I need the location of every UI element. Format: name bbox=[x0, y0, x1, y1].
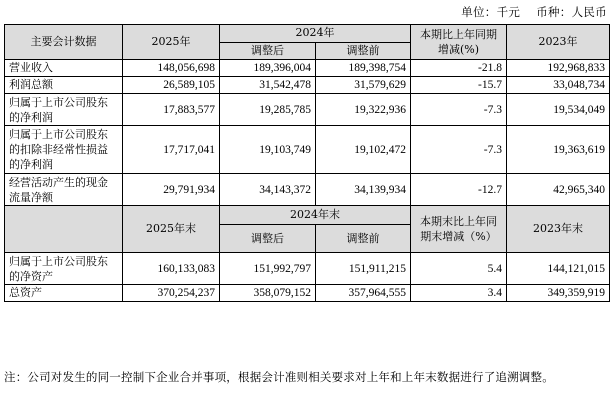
row-label: 利润总额 bbox=[5, 77, 123, 94]
header-item: 主要会计数据 bbox=[5, 25, 123, 60]
row-label: 归属于上市公司股东的净资产 bbox=[5, 253, 123, 285]
table-row bbox=[5, 77, 610, 94]
header-2023-end: 2023年末 bbox=[507, 206, 610, 253]
cell-before-adjust: 19,102,472 bbox=[316, 126, 411, 174]
currency-label: 币种：人民币 bbox=[536, 5, 607, 19]
cell-before-adjust: 151,911,215 bbox=[316, 253, 411, 285]
table-row bbox=[5, 126, 610, 174]
row-label: 营业收入 bbox=[5, 60, 123, 77]
cell-2025: 370,254,237 bbox=[123, 285, 220, 302]
header-change-end: 本期末比上年同期末增减（%） bbox=[411, 206, 507, 253]
cell-change: -15.7 bbox=[411, 77, 507, 94]
table-row bbox=[5, 285, 610, 302]
header-adjusted: 调整后 bbox=[220, 42, 316, 60]
cell-before-adjust: 189,398,754 bbox=[316, 60, 411, 77]
cell-before-adjust: 34,139,934 bbox=[316, 174, 411, 206]
cell-2023: 42,965,340 bbox=[507, 174, 610, 206]
cell-before-adjust: 357,964,555 bbox=[316, 285, 411, 302]
cell-2023: 33,048,734 bbox=[507, 77, 610, 94]
header-2025: 2025年 bbox=[123, 25, 220, 60]
cell-adjusted: 189,396,004 bbox=[220, 60, 316, 77]
cell-2025: 17,883,577 bbox=[123, 94, 220, 126]
cell-2025: 29,791,934 bbox=[123, 174, 220, 206]
row-label: 经营活动产生的现金流量净额 bbox=[5, 174, 123, 206]
footnote: 注：公司对发生的同一控制下企业合并事项，根据会计准则相关要求对上年和上年末数据进行了追溯调整。 bbox=[4, 370, 554, 384]
financial-data-table bbox=[4, 24, 610, 302]
cell-adjusted: 34,143,372 bbox=[220, 174, 316, 206]
cell-adjusted: 358,079,152 bbox=[220, 285, 316, 302]
header-before-adjust: 调整前 bbox=[316, 42, 411, 60]
cell-2025: 160,133,083 bbox=[123, 253, 220, 285]
cell-before-adjust: 19,322,936 bbox=[316, 94, 411, 126]
header-2023: 2023年 bbox=[507, 25, 610, 60]
cell-change: -21.8 bbox=[411, 60, 507, 77]
table-row bbox=[5, 174, 610, 206]
header-row-3 bbox=[5, 206, 610, 225]
unit-label: 单位：千元 bbox=[461, 5, 521, 19]
header-2025-end: 2025年末 bbox=[123, 206, 220, 253]
table-row bbox=[5, 60, 610, 77]
cell-adjusted: 19,103,749 bbox=[220, 126, 316, 174]
row-label: 归属于上市公司股东的净利润 bbox=[5, 94, 123, 126]
header-adjusted-end: 调整后 bbox=[220, 225, 316, 253]
row-label: 归属于上市公司股东的扣除非经常性损益的净利润 bbox=[5, 126, 123, 174]
row-label: 总资产 bbox=[5, 285, 123, 302]
cell-2023: 19,534,049 bbox=[507, 94, 610, 126]
header-row-1 bbox=[5, 25, 610, 43]
cell-change: -12.7 bbox=[411, 174, 507, 206]
cell-change: -7.3 bbox=[411, 126, 507, 174]
cell-2023: 144,121,015 bbox=[507, 253, 610, 285]
cell-change: -7.3 bbox=[411, 94, 507, 126]
header-2024: 2024年 bbox=[220, 25, 411, 43]
cell-2025: 26,589,105 bbox=[123, 77, 220, 94]
cell-adjusted: 31,542,478 bbox=[220, 77, 316, 94]
table-row bbox=[5, 253, 610, 285]
table-row bbox=[5, 94, 610, 126]
cell-2025: 17,717,041 bbox=[123, 126, 220, 174]
cell-2023: 19,363,619 bbox=[507, 126, 610, 174]
header-change: 本期比上年同期增减(%) bbox=[411, 25, 507, 60]
cell-change: 3.4 bbox=[411, 285, 507, 302]
cell-2025: 148,056,698 bbox=[123, 60, 220, 77]
cell-adjusted: 19,285,785 bbox=[220, 94, 316, 126]
cell-before-adjust: 31,579,629 bbox=[316, 77, 411, 94]
cell-adjusted: 151,992,797 bbox=[220, 253, 316, 285]
cell-2023: 349,359,919 bbox=[507, 285, 610, 302]
header-2024-end: 2024年末 bbox=[220, 206, 411, 225]
header-item-blank bbox=[5, 206, 123, 253]
cell-2023: 192,968,833 bbox=[507, 60, 610, 77]
unit-line bbox=[445, 4, 607, 20]
cell-change: 5.4 bbox=[411, 253, 507, 285]
header-before-adjust-end: 调整前 bbox=[316, 225, 411, 253]
